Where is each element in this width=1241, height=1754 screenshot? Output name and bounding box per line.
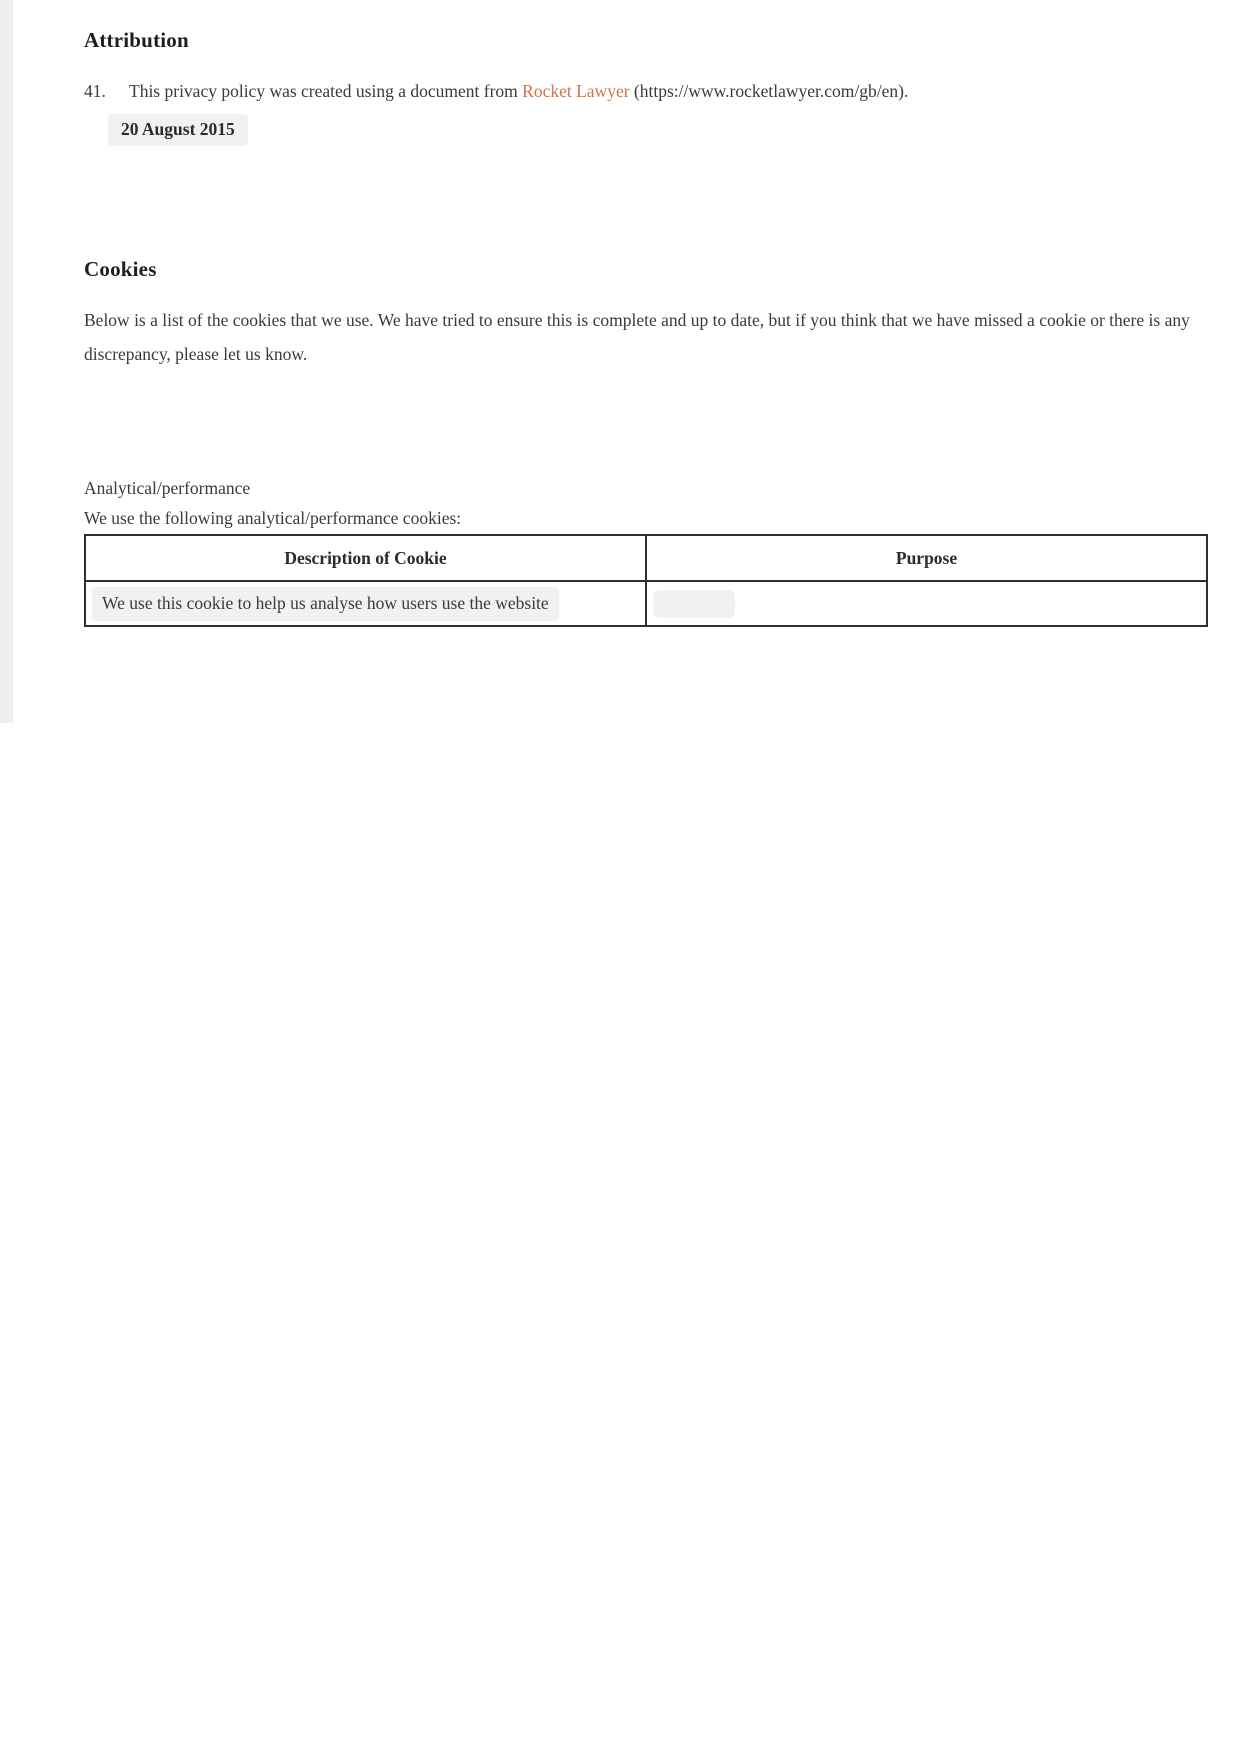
- description-highlight: We use this cookie to help us analyse how users use the website: [92, 587, 559, 621]
- attribution-item-text: [129, 80, 1222, 102]
- cookie-category-intro: We use the following analytical/performance cookies:: [84, 508, 462, 528]
- date-highlight: 20 August 2015: [108, 114, 248, 146]
- description-cell: [85, 581, 646, 626]
- purpose-cell: [646, 581, 1207, 626]
- table-header-row: [85, 535, 1207, 581]
- cookie-category-label: Analytical/performance: [84, 478, 251, 498]
- document-content: [84, 0, 1222, 627]
- left-margin-strip: [0, 0, 13, 723]
- cookies-intro-paragraph: Below is a list of the cookies that we use. We have tried to ensure this is complete and up to date, but if you think that we have missed a cookie or there is any discrepancy, please let us know.: [84, 310, 1190, 364]
- list-item-number: 41.: [84, 81, 106, 101]
- header-description-of-cookie: Description of Cookie: [85, 535, 646, 581]
- attribution-list-item: [84, 80, 1222, 102]
- cookies-heading: Cookies: [84, 257, 157, 281]
- cookies-table: [84, 534, 1208, 627]
- table-row: [85, 581, 1207, 626]
- rocket-lawyer-link[interactable]: Rocket Lawyer: [522, 81, 630, 101]
- purpose-empty-highlight: [653, 590, 735, 618]
- header-purpose: Purpose: [646, 535, 1207, 581]
- attribution-heading: Attribution: [84, 28, 189, 52]
- attribution-text-after-link: (https://www.rocketlawyer.com/gb/en).: [629, 81, 909, 101]
- attribution-text-before-link: This privacy policy was created using a document from: [129, 81, 523, 101]
